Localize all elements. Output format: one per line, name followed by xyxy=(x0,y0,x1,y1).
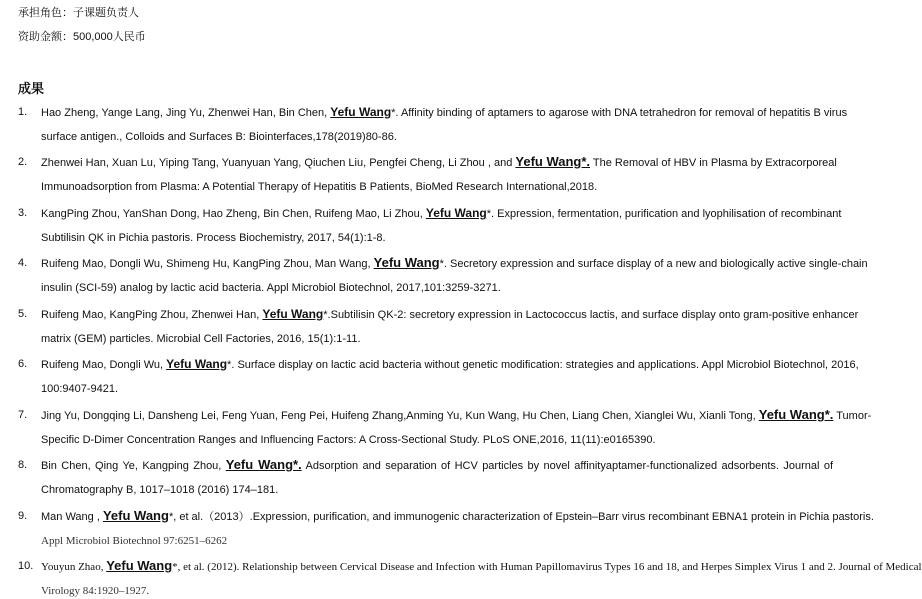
author-highlight: Yefu Wang xyxy=(330,105,392,119)
authors: Bin Chen, Qing Ye, Kangping Zhou, xyxy=(41,460,222,472)
citation-line-1 xyxy=(41,154,837,170)
citation-line-2: Appl Microbiol Biotechnol 97:6251–6262 xyxy=(41,535,228,547)
authors: KangPing Zhou, YanShan Dong, Hao Zheng, Bin Chen, Ruifeng Mao, Li Zhou, xyxy=(41,208,423,220)
author-highlight: Yefu Wang xyxy=(102,508,169,523)
authors: Ruifeng Mao, Dongli Wu, Shimeng Hu, KangPing Zhou, Man Wang, xyxy=(41,258,371,270)
role-line: 承担角色：子课题负责人 xyxy=(18,7,139,19)
citation-line-1 xyxy=(41,407,872,423)
authors: Ruifeng Mao, KangPing Zhou, Zhenwei Han, xyxy=(41,309,260,321)
item-number: 1. xyxy=(18,106,28,118)
citation-line-2: Subtilisin QK in Pichia pastoris. Process Biochemistry, 2017, 54(1):1-8. xyxy=(41,232,386,244)
citation-line-1 xyxy=(41,307,859,322)
authors: Hao Zheng, Yange Lang, Jing Yu, Zhenwei Han, Bin Chen, xyxy=(41,107,328,119)
citation-line-1 xyxy=(41,558,922,574)
author-highlight: Yefu Wang xyxy=(373,255,440,270)
citation-text: *. Affinity binding of aptamers to agarose with DNA tetrahedron for removal of hepatitis B virus xyxy=(391,107,848,119)
authors: Youyun Zhao, xyxy=(41,561,104,573)
item-number: 6. xyxy=(18,358,28,370)
citation-text: *, et al. (2012). Relationship between Cervical Disease and Infection with Human Papillomavirus Types 16 and 18, and Herpes Simplex Virus 1 and 2. Journal of Medical xyxy=(172,561,922,573)
author-highlight: Yefu Wang xyxy=(166,357,228,371)
authors: Ruifeng Mao, Dongli Wu, xyxy=(41,359,164,371)
citation-text: The Removal of HBV in Plasma by Extracorporeal xyxy=(592,157,837,169)
author-highlight: Yefu Wang*. xyxy=(225,457,302,472)
citation-line-2: Chromatography B, 1017–1018 (2016) 174–181. xyxy=(41,484,279,496)
item-number: 5. xyxy=(18,308,28,320)
citation-line-1 xyxy=(41,255,868,271)
authors: Zhenwei Han, Xuan Lu, Yiping Tang, Yuanyuan Yang, Qiuchen Liu, Pengfei Cheng, Li Zhou , and xyxy=(41,157,513,169)
authors: Man Wang , xyxy=(41,511,100,523)
author-highlight: Yefu Wang*. xyxy=(758,407,834,422)
authors: Jing Yu, Dongqing Li, Dansheng Lei, Feng Yuan, Feng Pei, Huifeng Zhang,Anming Yu, Kun Wang, Hu Chen, Liang Chen, Xianglei Wu, Xianli Tong, xyxy=(41,410,756,422)
author-highlight: Yefu Wang xyxy=(262,307,324,321)
citation-line-2: Immunoadsorption from Plasma: A Potential Therapy of Hepatitis B Patients, BioMed Research International,2018. xyxy=(41,181,598,193)
item-number: 10. xyxy=(18,560,34,572)
citation-text: Adsorption and separation of HCV particles by novel affinityaptamer-functionalized adsorbents. Journal of xyxy=(305,460,834,472)
item-number: 7. xyxy=(18,409,28,421)
citation-text: *.Subtilisin QK-2: secretory expression in Lactococcus lactis, and surface display onto gram-positive enhancer xyxy=(323,309,859,321)
citation-line-1 xyxy=(41,206,842,221)
citation-line-1 xyxy=(41,357,859,372)
citation-line-1 xyxy=(41,508,874,524)
citation-text: *. Surface display on lactic acid bacteria without genetic modification: strategies and applications. Appl Microbiol Biotechnol, 2016, xyxy=(227,359,859,371)
item-number: 3. xyxy=(18,207,28,219)
author-highlight: Yefu Wang*. xyxy=(515,154,591,169)
funding-line: 资助金额：500,000人民币 xyxy=(18,31,146,43)
author-highlight: Yefu Wang xyxy=(425,206,487,220)
author-highlight: Yefu Wang xyxy=(106,558,173,573)
citation-line-1 xyxy=(41,105,848,120)
citation-text: *. Expression, fermentation, purification and lyophilisation of recombinant xyxy=(486,208,842,220)
citation-line-2: matrix (GEM) particles. Microbial Cell Factories, 2016, 15(1):1-11. xyxy=(41,333,361,345)
item-number: 9. xyxy=(18,510,28,522)
citation-line-2: Virology 84:1920–1927. xyxy=(41,585,150,597)
citation-line-2: insulin (SCI-59) analog by lactic acid bacteria. Appl Microbiol Biotechnol, 2017,101:3259-3271. xyxy=(41,282,501,294)
citation-line-1 xyxy=(41,458,833,473)
citation-text: *, et al.（2013）.Expression, purification, and immunogenic characterization of Epstein–Barr virus recombinant EBNA1 protein in Pichia pastoris. xyxy=(168,511,874,523)
citation-line-2: surface antigen., Colloids and Surfaces B: Biointerfaces,178(2019)80-86. xyxy=(41,131,397,143)
item-number: 4. xyxy=(18,257,28,269)
item-number: 8. xyxy=(18,459,28,471)
citation-text: *. Secretory expression and surface display of a new and biologically active single-chain xyxy=(439,258,868,270)
item-number: 2. xyxy=(18,156,28,168)
citation-line-2: Specific D-Dimer Concentration Ranges and Influencing Factors: A Cross-Sectional Study. PLoS ONE,2016, 11(11):e0165390. xyxy=(41,434,656,446)
citation-line-2: 100:9407-9421. xyxy=(41,383,119,395)
section-heading: 成果 xyxy=(18,81,45,96)
citation-text: Tumor- xyxy=(836,410,872,422)
